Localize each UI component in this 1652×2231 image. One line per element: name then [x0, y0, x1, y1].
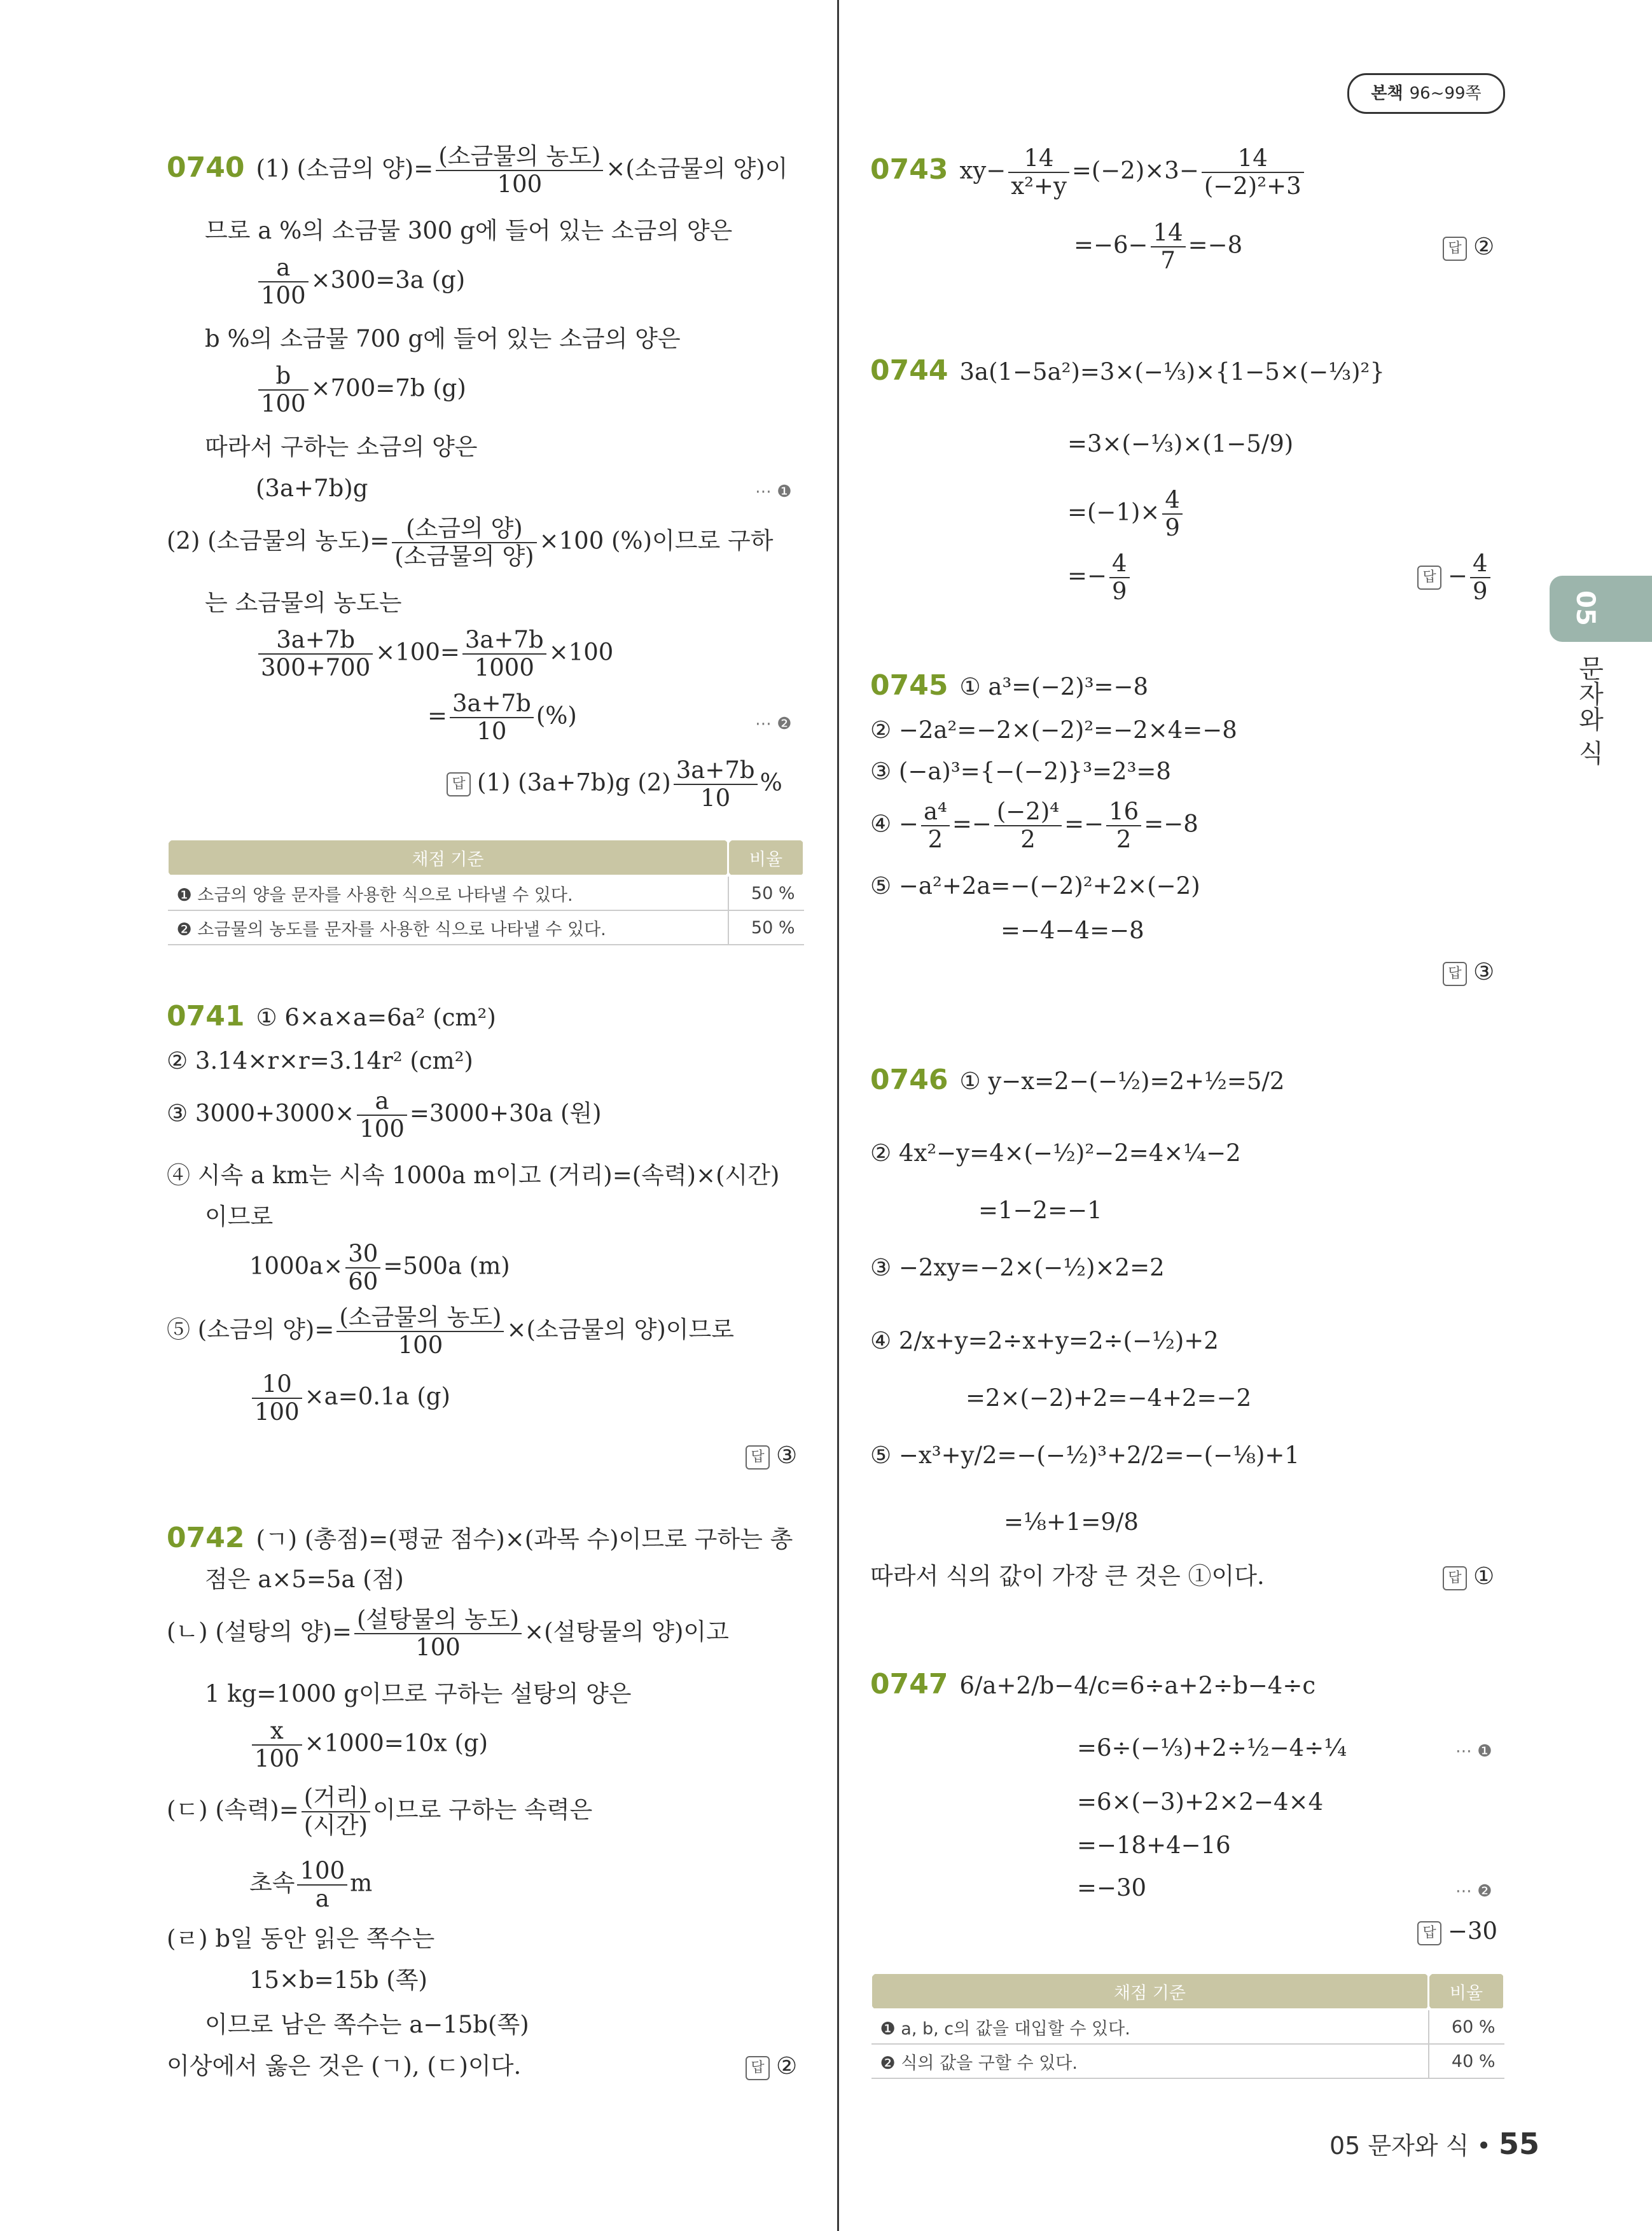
p0740-line6: 따라서 구하는 소금의 양은 [205, 433, 478, 461]
p0742-line7: 초속 $\frac{100}{a}$ m [249, 1857, 373, 1912]
p0745-line2: ② −2a²=−2×(−2)²=−2×4=−8 [870, 716, 1237, 744]
p0746-line4: ③ −2xy=−2×(−½)×2=2 [870, 1254, 1165, 1281]
p0746-line5: ④ 2/x+y=2÷x+y=2÷(−½)+2 [870, 1327, 1219, 1354]
p0742-line2: 점은 a×5=5a (점) [205, 1566, 404, 1593]
p0742-line6: (ㄷ) (속력)= $\frac{\text{(거리)}}{\text{(시간)}}$ 이므로 구하는 속력은 [167, 1784, 593, 1839]
footer-chapter: 05 문자와 식 • [1329, 2132, 1491, 2160]
answer-icon: 답 [1443, 962, 1467, 986]
p0740-line2: 므로 a %의 소금물 300 g에 들어 있는 소금의 양은 [205, 217, 733, 244]
step-marker-2: ⋯ ❷ [755, 714, 792, 733]
p0746-line7: ⑤ −x³+y/2=−(−½)³+2/2=−(−⅛)+1 [870, 1442, 1300, 1469]
p0740-line1: 0740 (1) (소금의 양)= $\frac{\text{(소금물의 농도)}}{100}$ ×(소금물의 양)이 [167, 142, 788, 198]
page-range: 96~99쪽 [1409, 84, 1482, 103]
p0745-line3: ③ (−a)³={−(−2)}³=2³=8 [870, 758, 1171, 785]
problem-number: 0747 [870, 1668, 948, 1700]
problem-number: 0741 [167, 1000, 245, 1032]
book-label: 본책 [1371, 84, 1403, 103]
page-reference-tag [1347, 73, 1505, 114]
p0743-line2: =−6− $\frac{14}{7}$ =−8 [1074, 219, 1243, 274]
p0740-line9: 는 소금물의 농도는 [205, 589, 402, 616]
p0746-line8: =⅛+1=9/8 [1004, 1508, 1139, 1536]
p0744-line2: =3×(−⅓)×(1−5/9) [1067, 430, 1294, 457]
table-row: ❷ 식의 값을 구할 수 있다. 40 % [871, 2044, 1504, 2078]
step-marker-1: ⋯ ❶ [1455, 1742, 1492, 1761]
p0744-line1: 0744 3a(1−5a²)=3×(−⅓)×{1−5×(−⅓)²} [870, 354, 1385, 387]
problem-number: 0744 [870, 354, 948, 387]
p0747-line1: 0747 6/a+2/b−4/c=6÷a+2÷b−4÷c [870, 1668, 1316, 1700]
p0742-line10: 이므로 남은 쪽수는 a−15b(쪽) [205, 2011, 529, 2038]
p0741-line1: 0741 ① 6×a×a=6a² (cm²) [167, 1000, 496, 1032]
column-divider [837, 0, 839, 2231]
p0747-line4: =−18+4−16 [1077, 1831, 1231, 1859]
p0747-answer: 답 −30 [1417, 1917, 1497, 1946]
p0740-line4: b %의 소금물 700 g에 들어 있는 소금의 양은 [205, 325, 681, 352]
table-header-ratio: 비율 [728, 840, 804, 876]
p0742-line1: 0742 (ㄱ) (총점)=(평균 점수)×(과목 수)이므로 구하는 총 [167, 1522, 793, 1554]
p0746-line1: 0746 ① y−x=2−(−½)=2+½=5/2 [870, 1064, 1285, 1096]
p0745-line5: ⑤ −a²+2a=−(−2)²+2×(−2) [870, 872, 1200, 900]
table-header-criteria: 채점 기준 [871, 1973, 1429, 2010]
p0744-line3: =(−1)× $\frac{4}{9}$ [1067, 487, 1185, 541]
page-number: 55 [1498, 2127, 1539, 2161]
p0747-line5: =−30 [1077, 1874, 1147, 1901]
p0742-line3: (ㄴ) (설탕의 양)= $\frac{\text{(설탕물의 농도)}}{100}$ ×(설탕물의 양)이고 [167, 1606, 729, 1661]
answer-icon: 답 [447, 772, 471, 796]
p0741-line8: $\frac{10}{100}$ ×a=0.1a (g) [249, 1371, 450, 1426]
p0740-line5: $\frac{b}{100}$ ×700=7b (g) [256, 363, 466, 417]
problem-number: 0742 [167, 1522, 245, 1554]
problem-number: 0746 [870, 1064, 948, 1096]
p0742-line4: 1 kg=1000 g이므로 구하는 설탕의 양은 [205, 1680, 632, 1707]
fraction: $\frac{\text{(소금물의 농도)}}{100}$ [436, 143, 603, 198]
chapter-label: 문자와 식 [1574, 655, 1604, 765]
p0741-line4: ④ 시속 a km는 시속 1000a m이고 (거리)=(속력)×(시간) [167, 1162, 780, 1189]
p0745-line1: 0745 ① a³=(−2)³=−8 [870, 669, 1149, 702]
table-row: ❶ 소금의 양을 문자를 사용한 식으로 나타낼 수 있다. 50 % [168, 876, 804, 911]
p0741-answer: 답 ③ [746, 1441, 797, 1470]
answer-icon: 답 [746, 1445, 770, 1470]
p0740-line3: $\frac{a}{100}$ ×300=3a (g) [256, 254, 465, 309]
p0740-line7: (3a+7b)g [256, 475, 368, 502]
page-footer [1329, 2126, 1539, 2161]
p0745-answer: 답 ③ [1443, 957, 1494, 987]
p0744-answer: 답 − $\frac{4}{9}$ [1417, 550, 1493, 605]
p0740-line10: $\frac{3a+7b}{300+700}$ ×100= $\frac{3a+7b}{1000}$ ×100 [256, 627, 613, 681]
table-header-ratio: 비율 [1429, 1973, 1504, 2010]
p0740-answer: 답 (1) (3a+7b)g (2) $\frac{3a+7b}{10}$ % [447, 757, 782, 812]
p0746-line2: ② 4x²−y=4×(−½)²−2=4×¼−2 [870, 1139, 1241, 1167]
p0746-line9: 따라서 식의 값이 가장 큰 것은 ①이다. [870, 1562, 1265, 1590]
p0741-line3: ③ 3000+3000× $\frac{a}{100}$ =3000+30a (원) [167, 1087, 602, 1143]
table-header-criteria: 채점 기준 [168, 840, 728, 876]
p0745-line6: =−4−4=−8 [1001, 917, 1144, 944]
answer-icon: 답 [746, 2056, 770, 2080]
problem-number: 0743 [870, 153, 948, 186]
step-marker-2: ⋯ ❷ [1455, 1882, 1492, 1901]
p0747-line2: =6÷(−⅓)+2÷½−4÷¼ [1077, 1734, 1347, 1762]
answer-icon: 답 [1417, 1921, 1441, 1945]
p0741-line2: ② 3.14×r×r=3.14r² (cm²) [167, 1047, 473, 1074]
p0740-line8: (2) (소금물의 농도)= $\frac{\text{(소금의 양)}}{\text{(소금물의 양)}}$ ×100 (%)이므로 구하 [167, 515, 774, 570]
chapter-number: 05 [1570, 590, 1600, 626]
p0745-line4: ④ − $\frac{\text{a⁴}}{2}$ =− $\frac{\text{(−2)⁴}}{2}$ =− $\frac{16}{2}$ =−8 [870, 798, 1198, 853]
answer-icon: 답 [1443, 237, 1467, 261]
problem-number: 0740 [167, 151, 245, 184]
chapter-tab[interactable] [1550, 576, 1652, 642]
problem-number: 0745 [870, 669, 948, 702]
p0742-line8: (ㄹ) b일 동안 읽은 쪽수는 [167, 1925, 435, 1952]
p0742-line5: $\frac{x}{100}$ ×1000=10x (g) [249, 1718, 488, 1772]
p0743-line1: 0743 xy− $\frac{14}{\text{x²+y}}$ =(−2)×3− $\frac{14}{\text{(−2)²+3}}$ [870, 145, 1307, 200]
p0744-line4: =− $\frac{4}{9}$ [1067, 550, 1132, 605]
p0741-line5: 이므로 [205, 1203, 274, 1230]
p0741-line7: ⑤ (소금의 양)= $\frac{\text{(소금물의 농도)}}{100}$ ×(소금물의 양)이므로 [167, 1303, 735, 1359]
grading-table-0740 [167, 838, 805, 945]
p0742-answer: 답 ② [746, 2052, 797, 2081]
p0746-line6: =2×(−2)+2=−4+2=−2 [966, 1384, 1252, 1412]
p0740-line11: = $\frac{3a+7b}{10}$ (%) [427, 690, 577, 745]
p0747-line3: =6×(−3)+2×2−4×4 [1077, 1788, 1324, 1816]
table-row: ❶ a, b, c의 값을 대입할 수 있다. 60 % [871, 2010, 1504, 2045]
p0742-line11: 이상에서 옳은 것은 (ㄱ), (ㄷ)이다. [167, 2052, 522, 2080]
p0742-line9: 15×b=15b (쪽) [249, 1966, 427, 1994]
table-row: ❷ 소금물의 농도를 문자를 사용한 식으로 나타낼 수 있다. 50 % [168, 910, 804, 945]
p0746-line3: =1−2=−1 [978, 1197, 1102, 1224]
answer-icon: 답 [1443, 1566, 1467, 1590]
step-marker-1: ⋯ ❶ [755, 482, 792, 501]
p0741-line6: 1000a× $\frac{30}{60}$ =500a (m) [249, 1240, 510, 1295]
p0746-answer: 답 ① [1443, 1562, 1494, 1591]
grading-table-0747 [870, 1972, 1505, 2079]
p0743-answer: 답 ② [1443, 232, 1494, 261]
answer-icon: 답 [1417, 566, 1441, 590]
